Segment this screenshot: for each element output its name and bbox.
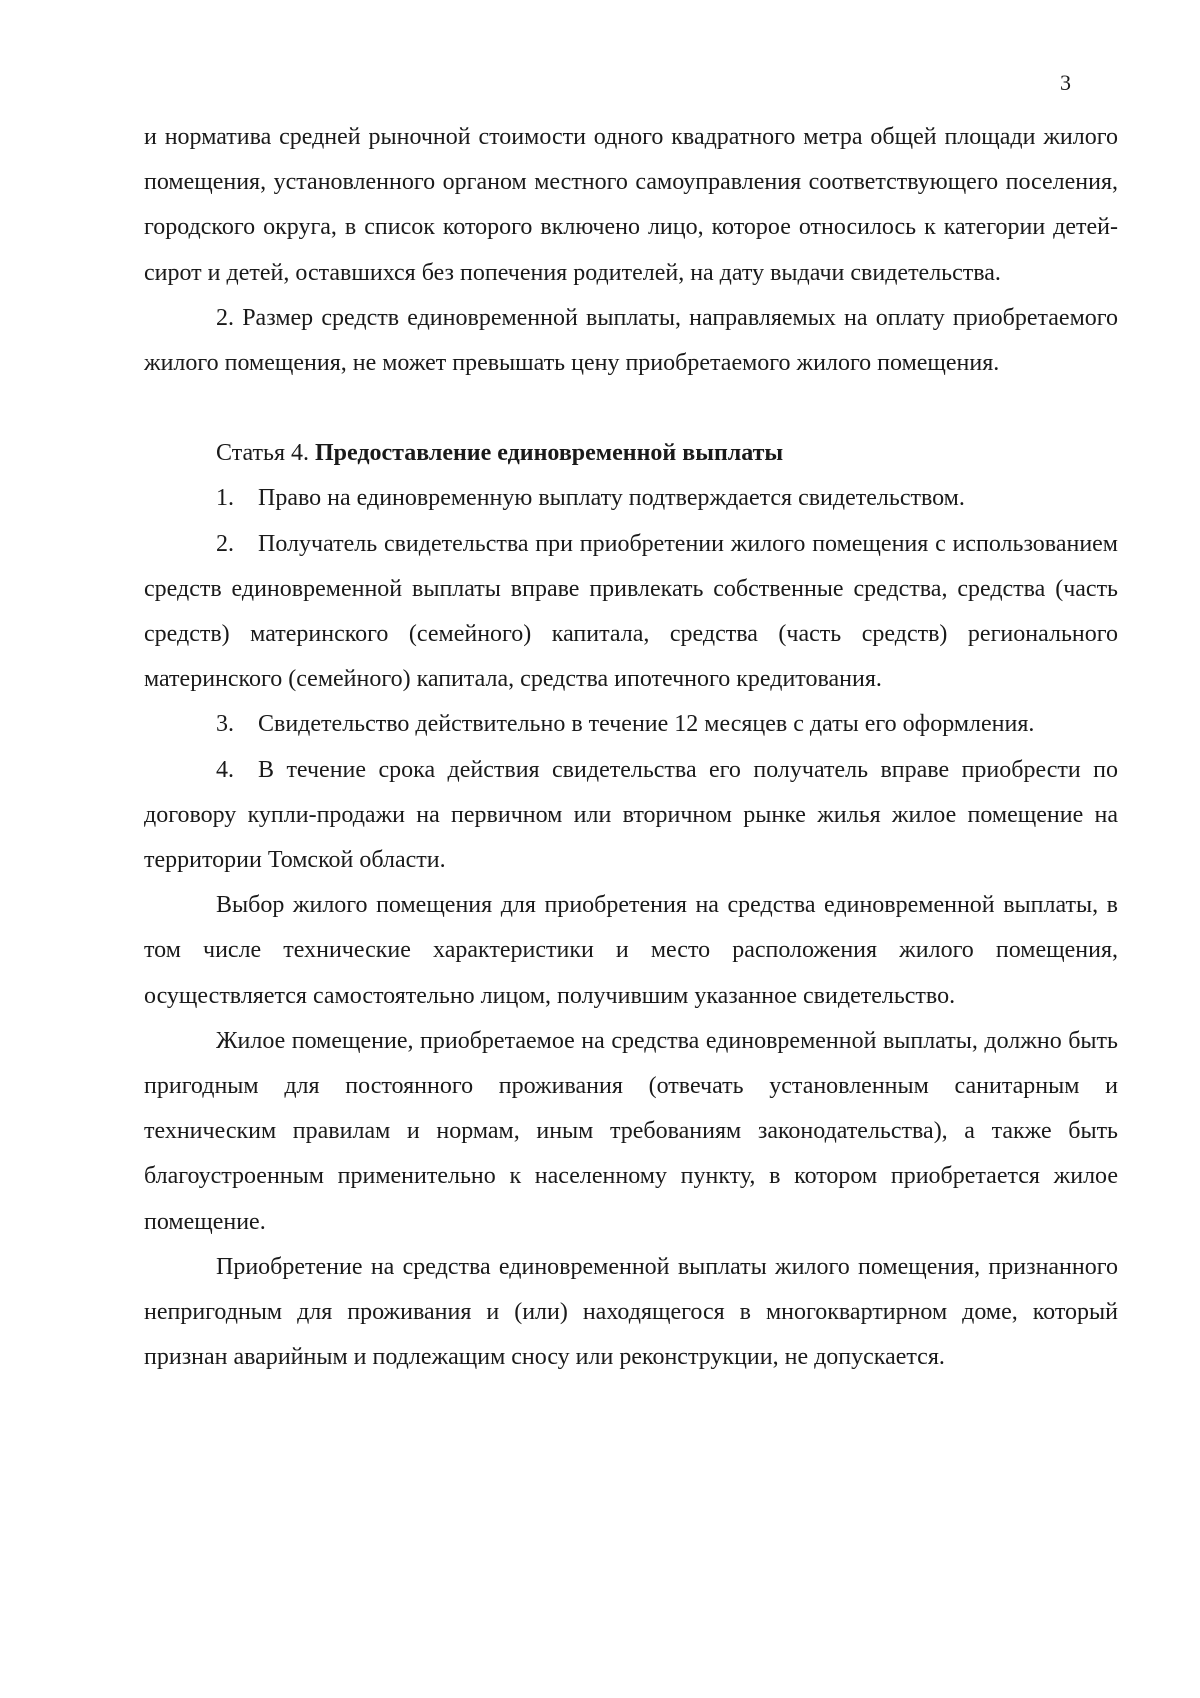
article-item-1 xyxy=(144,476,1118,521)
article-item-4 xyxy=(144,748,1118,884)
article-title: Предоставление единовременной выплаты xyxy=(314,440,784,467)
article-heading xyxy=(144,431,1118,476)
item-number: 2. xyxy=(216,530,234,557)
paragraph-requirements: Жилое помещение, приобретаемое на средства единовременной выплаты, должно быть пригодным для постоянного проживания (отвечать установленным санитарным и техническим правилам и нормам, иным требованиям законодательства), а также быть благоустроенным применительно к населенному пункту, в котором приобретается жилое помещение. xyxy=(144,1027,1118,1235)
item-number: 1. xyxy=(216,485,234,512)
item-text: Право на единовременную выплату подтверждается свидетельством. xyxy=(258,485,965,512)
article-item-2 xyxy=(144,522,1118,703)
paragraph-item-2-prev-article xyxy=(144,296,1118,386)
item-number: 3. xyxy=(216,711,234,738)
paragraph-choice: Выбор жилого помещения для приобретения на средства единовременной выплаты, в том числе технические характеристики и место расположения жилого помещения, осуществляется самостоятельно лицом, получившим указанное свидетельство. xyxy=(144,892,1118,1009)
article-prefix: Статья 4. xyxy=(216,440,309,467)
item-text: В течение срока действия свидетельства его получатель вправе приобрести по договору купли-продажи на первичном или вторичном рынке жилья жилое помещение на территории Томской области. xyxy=(144,756,1118,874)
document-body xyxy=(144,115,1118,1380)
paragraph-continuation: и норматива средней рыночной стоимости одного квадратного метра общей площади жилого помещения, установленного органом местного самоуправления соответствующего поселения, городского округа, в список которого включено лицо, которое относилось к категории детей-сирот и детей, оставшихся без попечения родителей, на дату выдачи свидетельства. xyxy=(144,124,1118,286)
section-gap xyxy=(144,386,1118,431)
item-text: Свидетельство действительно в течение 12 месяцев с даты его оформления. xyxy=(258,711,1035,738)
item-number: 4. xyxy=(216,756,234,783)
item-number: 2. xyxy=(216,304,234,331)
page-number: 3 xyxy=(1060,70,1071,95)
article-item-3 xyxy=(144,702,1118,747)
item-text: Получатель свидетельства при приобретении жилого помещения с использованием средств единовременной выплаты вправе привлекать собственные средства, средства (часть средств) материнского (семейного) капитала, средства (часть средств) регионального материнского (семейного) капитала, средства ипотечного кредитования. xyxy=(144,530,1118,693)
paragraph-prohibition: Приобретение на средства единовременной выплаты жилого помещения, признанного непригодным для проживания и (или) находящегося в многоквартирном доме, который признан аварийным и подлежащим сносу или реконструкции, не допускается. xyxy=(144,1253,1118,1371)
item-text: Размер средств единовременной выплаты, направляемых на оплату приобретаемого жилого помещения, не может превышать цену приобретаемого жилого помещения. xyxy=(144,304,1118,377)
